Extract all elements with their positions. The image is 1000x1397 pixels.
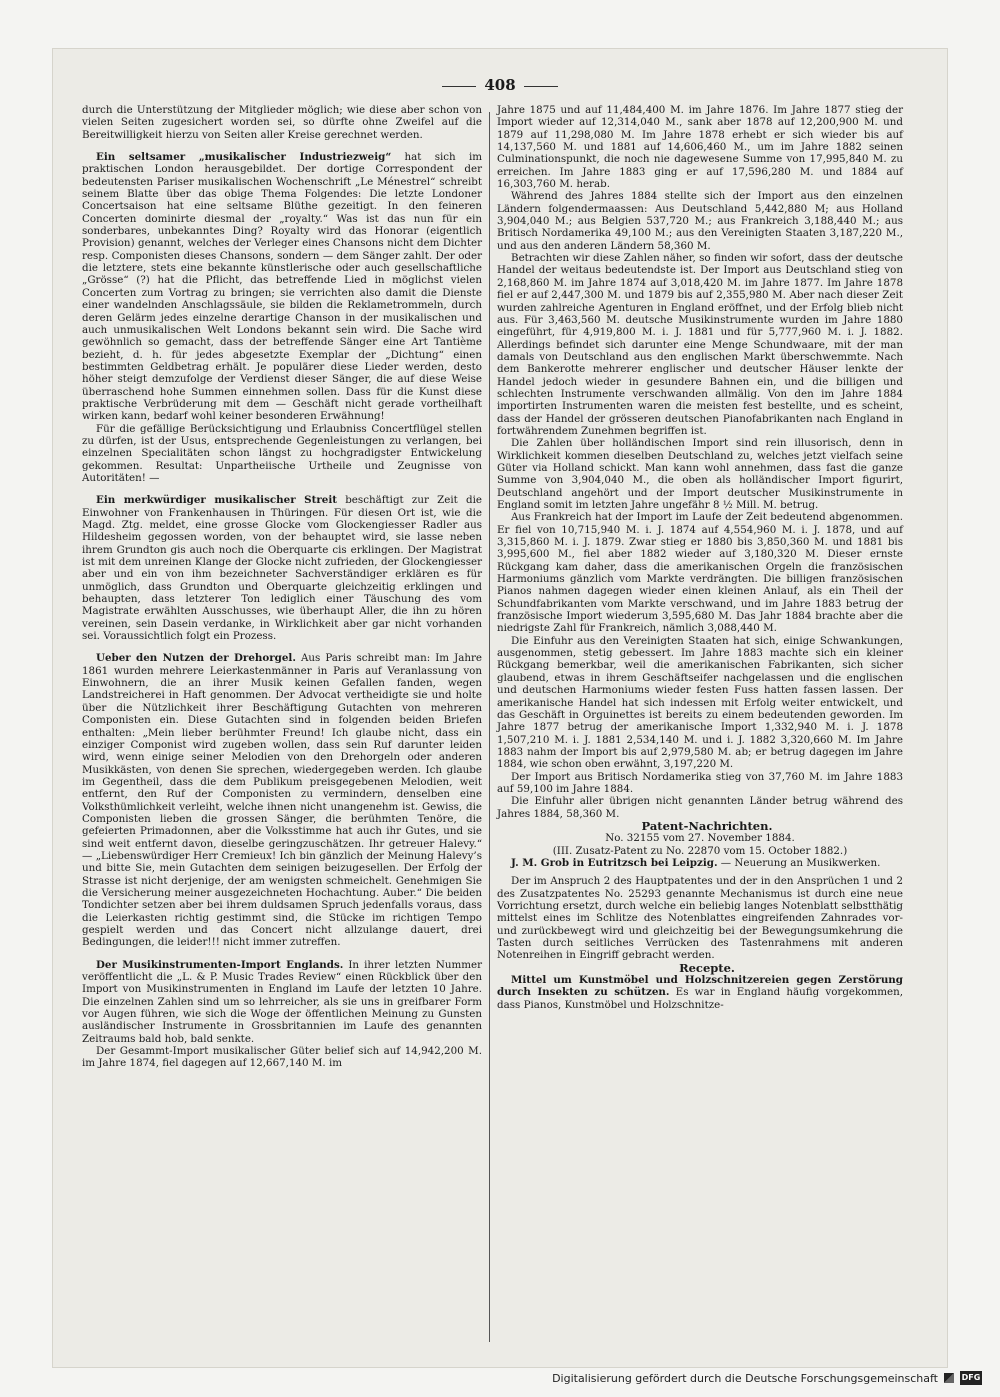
article-body: hat sich im praktischen London herausgebildet. Der dortige Correspondent der bedeutensten Pariser musikalischen Wochenschrift „Le Ménestrel“ schreibt seinem Blatte über das obige Thema Folgendes: Die letzte Londoner Concertsaison hat eine seltsame Blüthe gezeitigt. In den feineren Concerten dominirte diesmal der „royalty.“ Was ist das nun für ein sonderbares, unbekanntes Ding? Royalty wird das Honorar (eigentlich Provision) genannt, welches der Verleger eines Chansons nicht dem Dichter resp. Componisten dieses Chansons, sondern — dem Sänger zahlt. Der oder die letztere, stets eine bekannte künstlerische oder auch gesellschaftliche „Grösse“ (?) hat die Pflicht, das betreffende Lied in möglichst vielen Concerten zum Vortrag zu bringen; sie verrichten also damit die Dienste einer wandelnden Anschlagssäule, sie bilden die Reklametrommeln, durch deren Gelärm jedes einzelne derartige Chanson in der musikalischen und auch unmusikalischen Welt Londons bekannt sein wird. Die Sache wird gewöhnlich so gemacht, dass der betreffende Sänger eine Art Tantième bezieht, d. h. für jedes abgesetzte Exemplar der „Dichtung“ einen bestimmten Geldbetrag erhält. Je populärer diese Lieder werden, desto höher steigt demzufolge der Verdienst dieser Sänger, die auf diese Weise überraschend hohe Summen einnehmen sollen. Dass für die Kunst diese praktische Verbrüderung mit dem — Geschäft nicht gerade vortheilhaft wirken kann, bedarf wohl keiner besonderen Erwähnung! bbox=[82, 151, 482, 423]
article-title: Ein seltsamer „musikalischer Industriezweig“ bbox=[96, 151, 392, 164]
left-column bbox=[82, 104, 482, 1070]
paragraph: Der Import aus Britisch Nordamerika stieg von 37,760 M. im Jahre 1883 auf 59,100 im Jahre 1884. bbox=[497, 770, 903, 795]
paragraph: Jahre 1875 und auf 11,484,400 M. im Jahre 1876. Im Jahre 1877 stieg der Import wieder auf 12,314,040 M., sank aber 1878 auf 12,200,900 M. und 1879 auf 11,298,080 M. Im Jahre 1878 erhebt er sich wieder bis auf 14,137,560 M. und 1881 auf 14,606,460 M., um im Jahre 1882 seinen Culminationspunkt, die noch nie dagewesene Summe von 17,995,840 M. zu erreichen. Im Jahre 1883 ging er auf 17,596,280 M. und 1884 auf 16,303,760 M. herab. bbox=[497, 104, 903, 191]
article-import bbox=[82, 959, 482, 1045]
patent-reference: (III. Zusatz-Patent zu No. 22870 vom 15. October 1882.) bbox=[552, 844, 848, 857]
article-title: Ueber den Nutzen der Drehorgel. bbox=[96, 652, 296, 665]
patent-title: — Neuerung an Musikwerken. bbox=[717, 856, 881, 869]
article-streit bbox=[82, 494, 482, 642]
recipe-heading: Recepte. bbox=[679, 960, 735, 975]
patent-heading: Patent-Nachrichten. bbox=[641, 818, 773, 833]
paragraph: Die Einfuhr aller übrigen nicht genannten Länder betrug während des Jahres 1884, 58,360 M. bbox=[497, 795, 903, 820]
footer-credit: Digitalisierung gefördert durch die Deutsche Forschungsgemeinschaft bbox=[552, 1371, 938, 1385]
recipe-body: Es war in England häufig vorgekommen, dass Pianos, Kunstmöbel und Holzschnitze- bbox=[497, 986, 903, 1011]
article-drehorgel bbox=[82, 652, 482, 948]
right-column bbox=[497, 104, 903, 1011]
paragraph: Die Zahlen über holländischen Import sind rein illusorisch, denn in Wirklichkeit kommen dieselben Deutschland zu, welches jetzt vielfach seine Güter via Holland schickt. Man kann wohl annehmen, dass fast die ganze Summe von 3,904,040 M., die oben als holländischer Import figurirt, Deutschland angehört und der Import deutscher Musikinstrumente in England somit im letzten Jahre ungefähr 8 ½ Mill. M. betrug. bbox=[497, 437, 903, 511]
patent-holder: J. M. Grob in Eutritzsch bei Leipzig. bbox=[511, 856, 718, 869]
article-body: Aus Paris schreibt man: Im Jahre 1861 wurden mehrere Leierkastenmänner in Paris auf Veranlassung von Einwohnern, die an ihrer Musik keinen Gefallen fanden, wegen Landstreicherei in Haft genommen. Der Advocat vertheidigte sie und holte über die Nützlichkeit ihrer Beschäftigung Gutachten von mehreren Componisten ein. Diese Gutachten sind in folgenden beiden Briefen enthalten: „Mein lieber berühmter Freund! Ich glaube nicht, dass ein einziger Componist wird zugeben wollen, dass sein Ruf darunter leiden wird, wenn einige seiner Melodien von den Drehorgeln oder anderen Musikkästen, von denen Sie sprechen, wiedergegeben werden. Ich glaube im Gegentheil, dass die dem Publikum preisgegebenen Melodien, weit entfernt, den Ruf der Componisten zu vermindern, denselben eine Volksthümlichkeit verleiht, welche ihnen nicht unangenehm ist. Gewiss, die Componisten lieben die grossen Sänger, die berühmten Tenöre, die gefeierten Primadonnen, aber die Volksstimme hat auch ihr Gutes, und sie sind weit entfernt davon, dieselbe geringzuschätzen. Ihr getreuer Halevy.“ — „Liebenswürdiger Herr Cremieux! Ich bin gänzlich der Meinung Halevy’s und bitte Sie, mein Gutachten dem seinigen beizugesellen. Der Erfolg der Strasse ist nicht derjenige, der am wenigsten schmeichelt. Genehmigen Sie die Versicherung meiner ausgezeichneten Hochachtung. Auber.“ Die beiden Tondichter setzen aber bei ihrem duldsamen Spruch jedenfalls voraus, dass die Leierkasten richtig gestimmt sind, die Stücke im richtigen Tempo gespielt werden und das Concert nicht allzulange dauert, drei Bedingungen, die leider!!! nicht immer zutreffen. bbox=[82, 652, 482, 949]
recipe-title: Mittel um Kunstmöbel und Holzschnitzereien gegen Zerstörung durch Insekten zu schützen. bbox=[497, 974, 903, 999]
paragraph: durch die Unterstützung der Mitglieder möglich; wie diese aber schon von vielen Seiten zugesichert worden sei, so dürfte ohne Zweifel auf die Bereitwilligkeit hierzu von Seiten aller Kreise gerechnet werden. bbox=[82, 104, 482, 141]
paragraph: Der Gesammt-Import musikalischer Güter belief sich auf 14,942,200 M. im Jahre 1874, fiel dagegen auf 12,667,140 M. im bbox=[82, 1045, 482, 1070]
article-title: Der Musikinstrumenten-Import Englands. bbox=[96, 958, 344, 971]
column-divider bbox=[489, 112, 490, 1342]
patent-body: Der im Anspruch 2 des Hauptpatentes und der in den Ansprüchen 1 und 2 des Zusatzpatentes No. 25293 genannte Mechanismus ist durch eine neue Vorrichtung ersetzt, durch welche ein beliebig langes Notenblatt selbstthätig mittelst eines im Schlitze des Notenblattes eingreifenden Zahnrades vor- und zurückbewegt wird und gleichzeitig bei der Bewegungsumkehrung die Tasten durch seitliches Verrücken des Tastenrahmens mit anderen Notenreihen in Eingriff gebracht werden. bbox=[497, 875, 903, 962]
footer bbox=[552, 1371, 982, 1385]
article-title: Ein merkwürdiger musikalischer Streit bbox=[96, 494, 337, 507]
article-industriezweig bbox=[82, 151, 482, 423]
paragraph: Die Einfuhr aus den Vereinigten Staaten hat sich, einige Schwankungen, ausgenommen, stetig gebessert. Im Jahre 1883 machte sich ein kleiner Rückgang bemerkbar, weil die amerikanischen Fabrikanten, sich sicher glaubend, etwas in ihrem Geschäftseifer nachgelassen und die englischen und deutschen Harmoniums wieder festen Fuss hatten fassen lassen. Der amerikanische Handel hat sich indessen mit Erfolg weiter entwickelt, und das Geschäft in Orguinettes ist bereits zu einem bedeutenden geworden. Im Jahre 1877 betrug der amerikanische Import 1,332,940 M. i. J. 1878 1,507,210 M. i. J. 1881 2,534,140 M. und i. J. 1882 3,320,660 M. Im Jahre 1883 nahm der Import bis auf 2,979,580 M. ab; er betrug dagegen im Jahre 1884, wie schon oben erwähnt, 3,197,220 M. bbox=[497, 634, 903, 771]
recipe-entry bbox=[497, 974, 903, 1011]
paragraph: Während des Jahres 1884 stellte sich der Import aus den einzelnen Ländern folgendermaassen: Aus Deutschland 5,442,880 M; aus Holland 3,904,040 M.; aus Belgien 537,720 M.; aus Frankreich 3,188,440 M.; aus Britisch Nordamerika 49,100 M.; aus den Vereinigten Staaten 3,187,220 M., und aus den anderen Ländern 58,360 M. bbox=[497, 190, 903, 252]
paragraph: Betrachten wir diese Zahlen näher, so finden wir sofort, dass der deutsche Handel der weitaus bedeutendste ist. Der Import aus Deutschland stieg von 2,168,860 M. im Jahre 1874 auf 3,018,420 M. im Jahre 1877. Im Jahre 1878 fiel er auf 2,447,300 M. und 1879 bis auf 2,355,980 M. Aber nach dieser Zeit wurden zahlreiche Agenturen in England eröffnet, und der Erfolg blieb nicht aus. Für 3,463,560 M. deutsche Musikinstrumente wurden im Jahre 1880 eingeführt, für 4,919,800 M. i. J. 1881 und für 5,777,960 M. i. J. 1882. Allerdings befindet sich darunter eine Menge Schundwaare, mit der man damals von Deutschland aus den englischen Markt überschwemmte. Nach dem Bankerotte mehrerer englischer und deutscher Häuser lenkte der Handel jedoch wieder in gesundere Bahnen ein, und die billigen und schlechten Instrumente verschwanden allmälig. Von den im Jahre 1884 importirten Instrumenten waren die meisten fest bestellte, und es scheint, dass der Handel der grösseren deutschen Pianofabrikanten nach England in fortwährendem Zunehmen begriffen ist. bbox=[497, 252, 903, 437]
paragraph: Aus Frankreich hat der Import im Laufe der Zeit bedeutend abgenommen. Er fiel von 10,715,940 M. i. J. 1874 auf 4,554,960 M. i. J. 1878, und auf 3,315,860 M. i. J. 1879. Zwar stieg er 1880 bis 3,850,360 M. und 1881 bis 3,995,600 M., fiel aber 1882 wieder auf 3,180,320 M. Dieser ernste Rückgang kam daher, dass die amerikanischen Orgeln die französischen Harmoniums gänzlich vom Markte verdrängten. Die billigen französischen Pianos nahmen dagegen wieder einen kleinen Anlauf, als ein Theil der Schundfabrikanten vom Markte verschwand, und im Jahre 1883 betrug der französische Import wiederum 3,595,680 M. Das Jahr 1884 brachte aber die niedrigste Zahl für Frankreich, nämlich 3,088,440 M. bbox=[497, 511, 903, 635]
dfg-logo-icon: DFG bbox=[960, 1371, 982, 1385]
paragraph: Für die gefällige Berücksichtigung und Erlaubniss Concertflügel stellen zu dürfen, ist der Usus, entsprechende Gegenleistungen zu verlangen, bei einzelnen Specialitäten schon längst zu hochgradigster Entwickelung gekommen. Resultat: Unpartheiische Urtheile und Zeugnisse von Autoritäten! — bbox=[82, 422, 482, 484]
dfg-mark-icon bbox=[944, 1373, 954, 1383]
page-number: 408 bbox=[400, 76, 600, 94]
article-body: beschäftigt zur Zeit die Einwohner von Frankenhausen in Thüringen. Für diesen Ort ist, wie die Magd. Ztg. meldet, eine grosse Glocke vom Glockengiesser Radler aus Hildesheim gegossen worden, von der behauptet wird, sie lasse neben ihrem Grundton gis auch noch die Oberquarte cis erklingen. Der Magistrat ist mit dem unreinen Klange der Glocke nicht zufrieden, der Glockengiesser aber und ein von ihm bezeichneter Sachverständiger erklären es für unmöglich, dass Grundton und Oberquarte gleichzeitig erklingen und behaupten, dass letzterer Ton lediglich einer Täuschung des vom Magistrate erwählten Ausschusses, wie überhaupt Aller, die ihn zu hören vereinen, sein Dasein verdanke, in Wirklichkeit aber gar nicht vorhanden sei. Voraussichtlich folgt ein Prozess. bbox=[82, 494, 482, 643]
patent-number: No. 32155 vom 27. November 1884. bbox=[605, 832, 795, 845]
patent-entry bbox=[497, 857, 903, 869]
article-body: In ihrer letzten Nummer veröffentlicht die „L. & P. Music Trades Review“ einen Rückblick über den Import von Musikinstrumenten in England im Laufe der letzten 10 Jahre. Die einzelnen Zahlen sind um so lehrreicher, als sie uns in greifbarer Form vor Augen führen, wie sich die Woge der öffentlichen Meinung zu Gunsten ausländischer Instrumente in Grossbritannien im Laufe des genannten Zeitraums bald hob, bald senkte. bbox=[82, 958, 483, 1045]
